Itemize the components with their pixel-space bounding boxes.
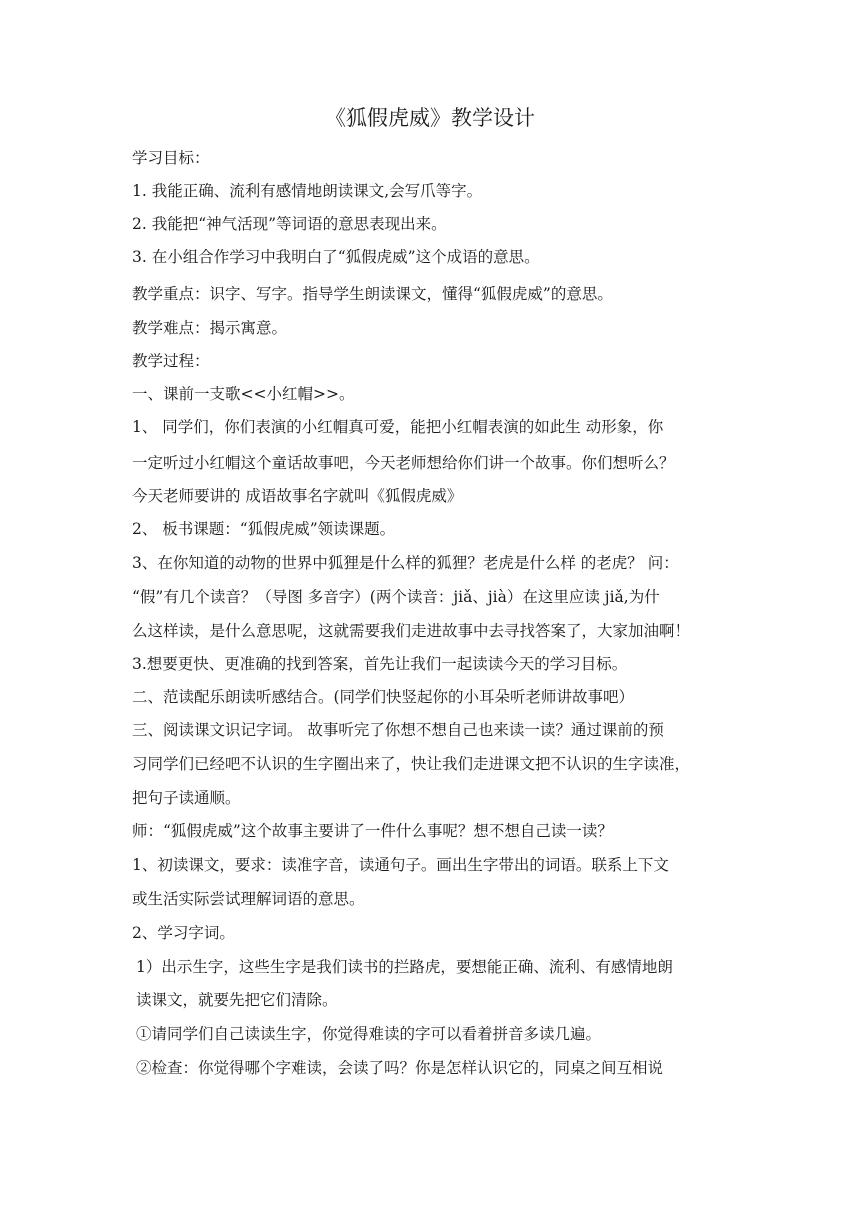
- text-line: ①请同学们自己读读生字，你觉得难读的字可以看着拼音多读几遍。: [136, 1025, 602, 1043]
- text-line: 3. 在小组合作学习中我明白了“狐假虎威”这个成语的意思。: [132, 248, 540, 266]
- text-line: 1、初读课文，要求：读准字音，读通句子。画出生字带出的词语。联系上下文: [132, 856, 669, 874]
- text-line: 3、在你知道的动物的世界中狐狸是什么样的狐狸？老虎是什么样 的老虎？ 问：: [132, 554, 679, 572]
- text-line: 二、范读配乐朗读听感结合。(同学们快竖起你的小耳朵听老师讲故事吧）: [132, 688, 635, 706]
- text-line: 教学难点：揭示寓意。: [132, 319, 288, 337]
- text-line: “假”有几个读音？（导图 多音字）(两个读音：jiǎ、jià）在这里应读 jiǎ,为什: [132, 588, 660, 606]
- text-line: 一、课前一支歌<<小红帽>>。: [132, 385, 355, 403]
- text-line: 习同学们已经吧不认识的生字圈出来了，快让我们走进课文把不认识的生字读准，: [132, 755, 691, 773]
- text-line: 教学过程：: [132, 352, 210, 370]
- document-title: 《狐假虎威》教学设计: [325, 106, 535, 130]
- text-line: 今天老师要讲的 成语故事名字就叫《狐假虎威》: [132, 487, 463, 505]
- text-line: 3.想要更快、更准确的找到答案，首先让我们一起读读今天的学习目标。: [132, 655, 628, 673]
- text-line: 一定听过小红帽这个童话故事吧，今天老师想给你们讲一个故事。你们想听么？: [132, 454, 675, 472]
- text-line: 1、 同学们，你们表演的小红帽真可爱，能把小红帽表演的如此生 动形象，你: [132, 418, 664, 436]
- text-line: 1）出示生字，这些生字是我们读书的拦路虎，要想能正确、流利、有感情地朗: [136, 958, 673, 976]
- text-line: 学习目标：: [132, 149, 210, 167]
- text-line: 把句子读通顺。: [132, 789, 241, 807]
- text-line: 2. 我能把“神气活现”等词语的意思表现出来。: [132, 215, 447, 233]
- text-line: 师：“狐假虎威”这个故事主要讲了一件什么事呢？想不想自己读一读？: [132, 822, 613, 840]
- text-line: 2、学习字词。: [132, 924, 235, 942]
- text-line: 教学重点：识字、写字。指导学生朗读课文，懂得“狐假虎威”的意思。: [132, 285, 613, 303]
- text-line: 或生活实际尝试理解词语的意思。: [132, 890, 365, 908]
- text-line: 么这样读，是什么意思呢，这就需要我们走进故事中去寻找答案了，大家加油啊！: [132, 622, 691, 640]
- text-line: 2、 板书课题：“狐假虎威”领读课题。: [132, 520, 396, 538]
- text-line: 三、阅读课文识记字词。 故事听完了你想不想自己也来读一读？通过课前的预: [132, 721, 664, 739]
- text-line: 读课文，就要先把它们清除。: [136, 991, 338, 1009]
- text-line: ②检查：你觉得哪个字难读，会读了吗？你是怎样认识它的，同桌之间互相说: [136, 1059, 664, 1077]
- text-line: 1. 我能正确、流利有感情地朗读课文,会写爪等字。: [132, 182, 483, 200]
